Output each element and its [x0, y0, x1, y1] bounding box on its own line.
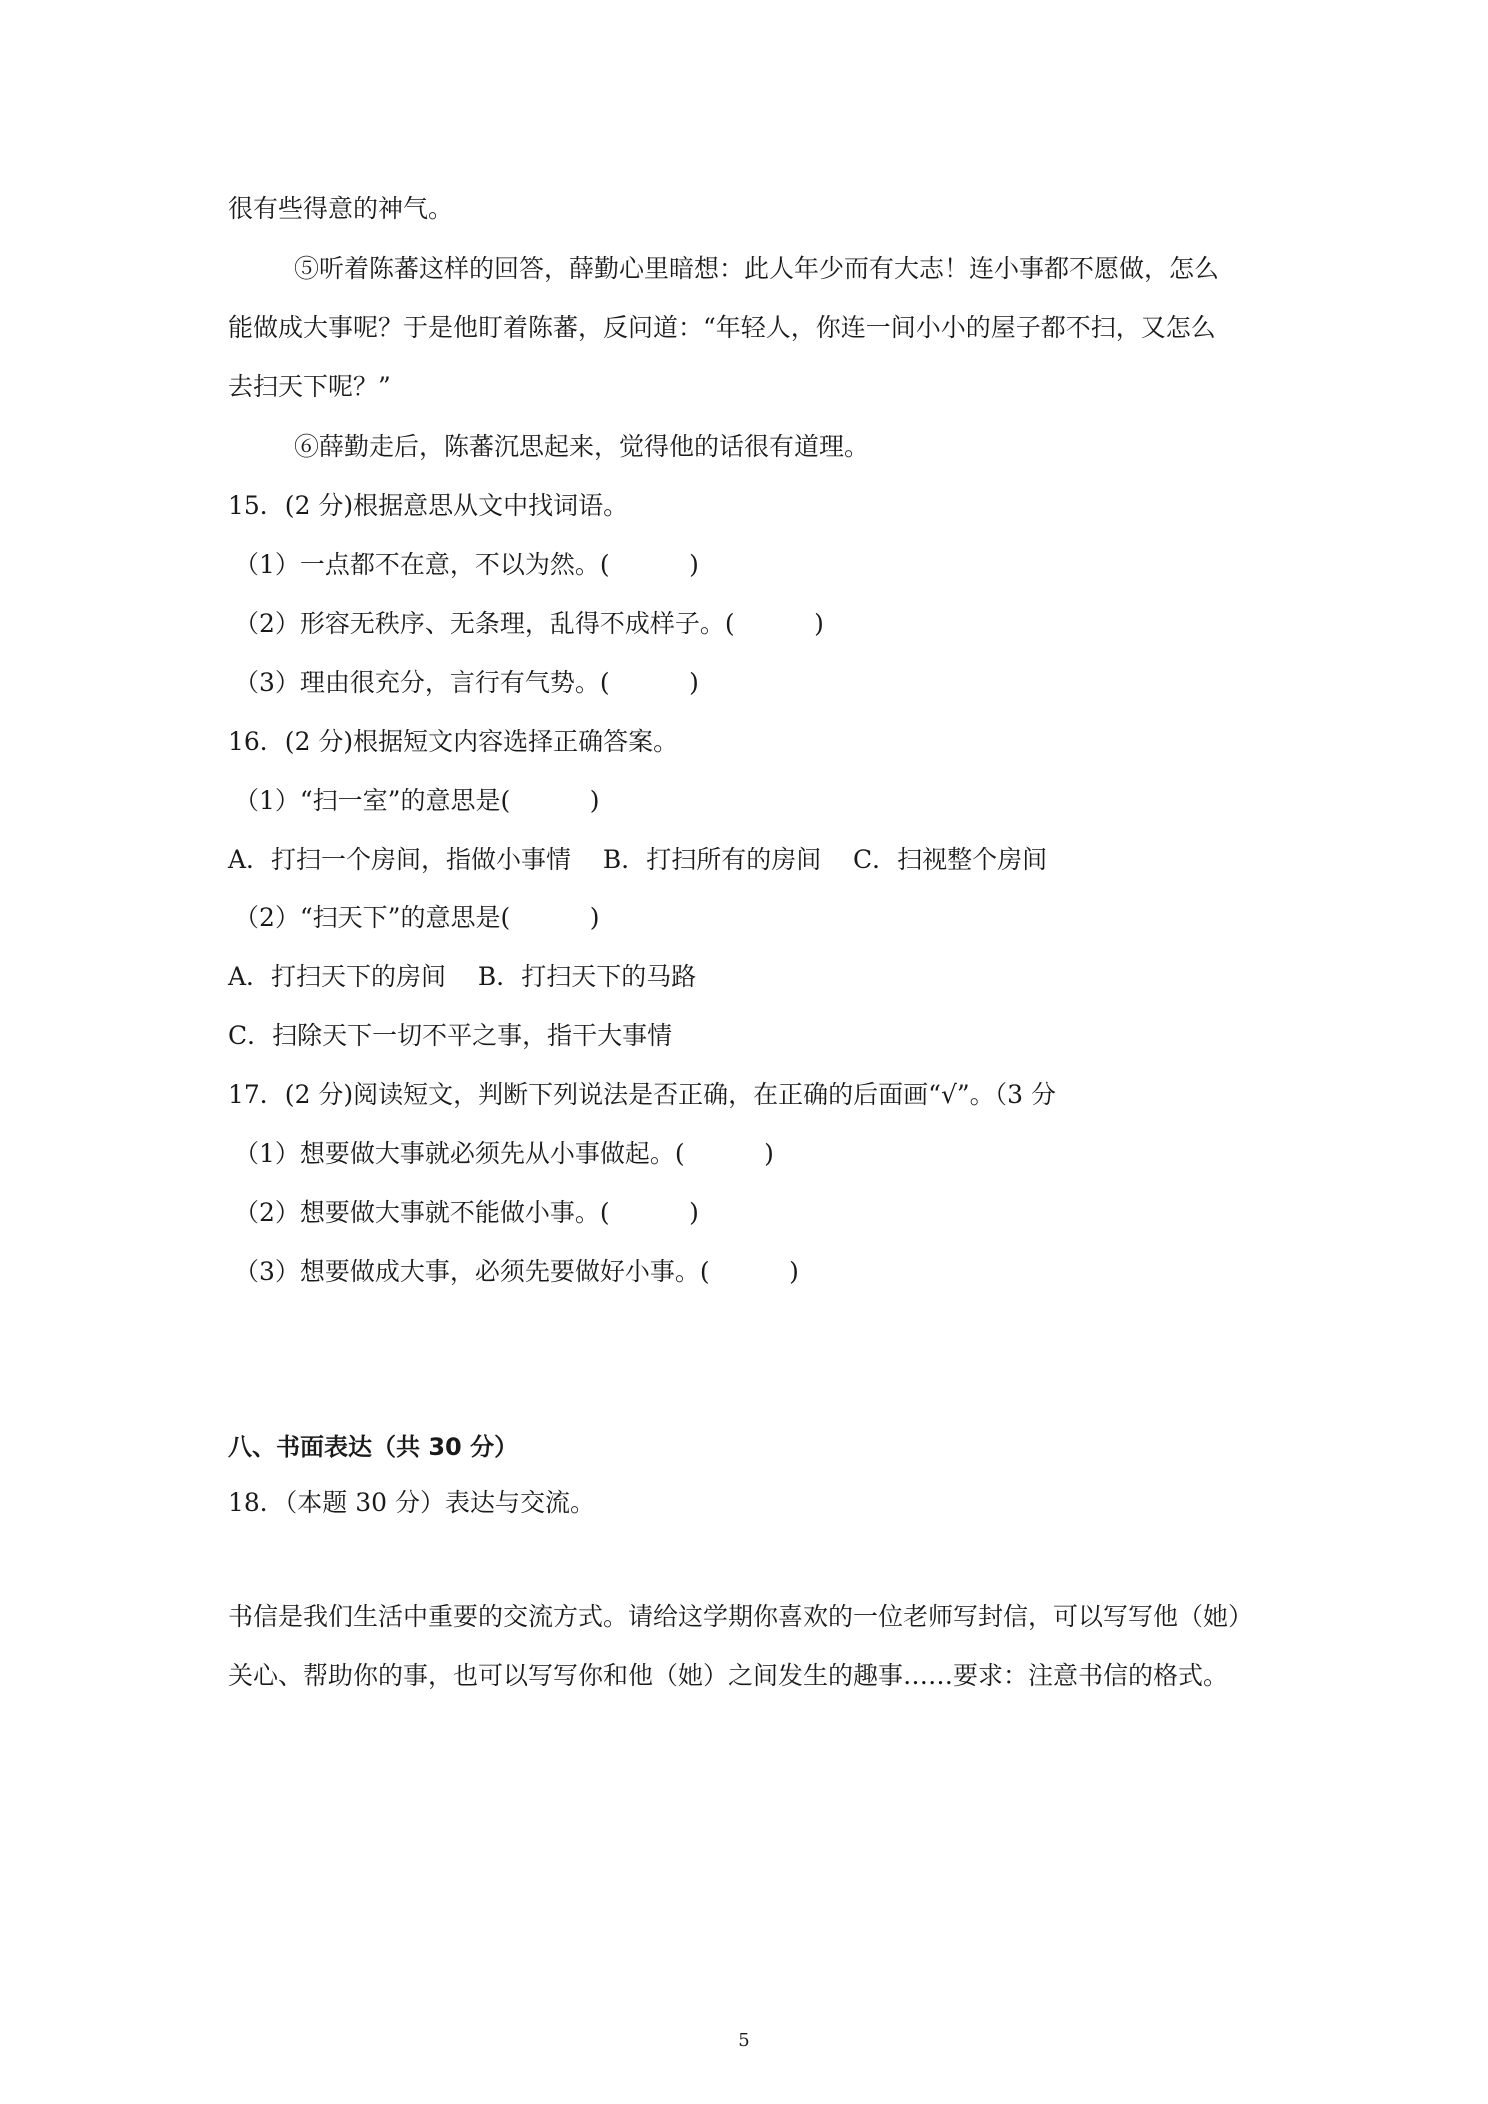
passage-paragraph-6: ⑥薛勤走后，陈蕃沉思起来，觉得他的话很有道理。	[294, 432, 870, 461]
question-16-sub1: （1）“扫一室”的意思是( )	[234, 786, 600, 815]
question-17-item: （3）想要做成大事，必须先要做好小事。( )	[234, 1257, 799, 1286]
question-16-sub2-options: A．打扫天下的房间 B．打扫天下的马路	[228, 962, 697, 991]
question-16-sub1-options: A．打扫一个房间，指做小事情 B．打扫所有的房间 C．扫视整个房间	[228, 845, 1048, 874]
passage-paragraph-5-cont: 去扫天下呢？”	[228, 372, 391, 401]
question-15-item: （1）一点都不在意，不以为然。( )	[234, 550, 699, 579]
passage-line: 很有些得意的神气。	[228, 194, 454, 223]
question-17-item: （1）想要做大事就必须先从小事做起。( )	[234, 1139, 774, 1168]
page-number: 5	[738, 2030, 750, 2051]
question-15-item: （3）理由很充分，言行有气势。( )	[234, 668, 699, 697]
question-15-stem: 15．(2 分)根据意思从文中找词语。	[228, 491, 629, 520]
writing-prompt-cont: 关心、帮助你的事，也可以写写你和他（她）之间发生的趣事……要求：注意书信的格式。	[228, 1661, 1229, 1690]
passage-paragraph-5: ⑤听着陈蕃这样的回答，薛勤心里暗想：此人年少而有大志！连小事都不愿做，怎么	[294, 254, 1220, 283]
question-16-stem: 16．(2 分)根据短文内容选择正确答案。	[228, 727, 679, 756]
question-16-sub2: （2）“扫天下”的意思是( )	[234, 903, 600, 932]
question-15-item: （2）形容无秩序、无条理，乱得不成样子。( )	[234, 609, 824, 638]
section-8-heading: 八、书面表达（共 30 分）	[228, 1433, 519, 1461]
question-18-stem: 18．（本题 30 分）表达与交流。	[228, 1488, 596, 1517]
question-17-item: （2）想要做大事就不能做小事。( )	[234, 1198, 699, 1227]
question-17-stem: 17．(2 分)阅读短文，判断下列说法是否正确，在正确的后面画“√”。（3 分	[228, 1080, 1057, 1109]
question-16-sub2-options: C．扫除天下一切不平之事，指干大事情	[228, 1021, 673, 1050]
passage-paragraph-5-cont: 能做成大事呢？于是他盯着陈蕃，反问道：“年轻人，你连一间小小的屋子都不扫，又怎么	[228, 313, 1216, 342]
writing-prompt: 书信是我们生活中重要的交流方式。请给这学期你喜欢的一位老师写封信，可以写写他（她）	[228, 1602, 1254, 1631]
